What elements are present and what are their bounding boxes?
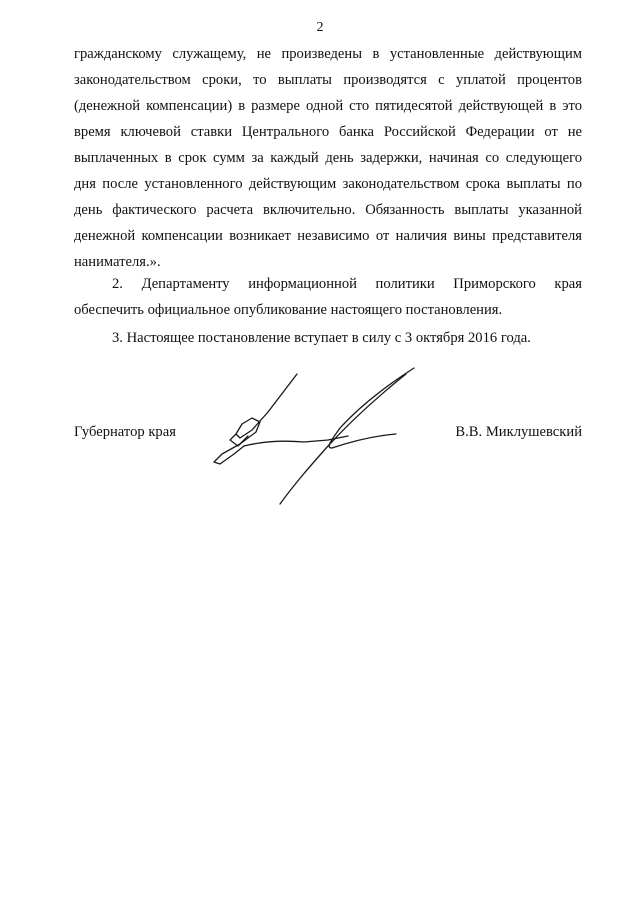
signer-name: В.В. Миклушевский (455, 424, 582, 440)
paragraph-2-line: обеспечить официальное опубликование настоящего постановления. (74, 302, 503, 318)
page-number: 2 (316, 20, 324, 35)
paragraph-1-line: (денежной компенсации) в размере одной сто пятидесятой действующей в это (74, 98, 582, 114)
paragraph-1-line: денежной компенсации возникает независимо от наличия вины представителя (74, 228, 582, 244)
paragraph-1-line: дня после установленного действующим законодательством срока выплаты по (74, 176, 582, 192)
paragraph-1-line: нанимателя.». (74, 254, 161, 270)
paragraph-3-line: 3. Настоящее постановление вступает в силу с 3 октября 2016 года. (112, 330, 531, 346)
paragraph-1-line: выплаченных в срок сумм за каждый день задержки, начиная со следующего (74, 150, 582, 166)
paragraph-1-line: время ключевой ставки Центрального банка Российской Федерации от не (74, 124, 582, 140)
paragraph-3 (74, 325, 582, 351)
paragraph-1-line: законодательством сроки, то выплаты производятся с уплатой процентов (74, 72, 582, 88)
paragraph-2 (74, 271, 582, 323)
signatory-position: Губернатор края (74, 424, 176, 440)
paragraph-2-line: 2. Департаменту информационной политики Приморского края (112, 276, 582, 292)
paragraph-1-line: гражданскому служащему, не произведены в установленные действующим (74, 46, 582, 62)
paragraph-1 (74, 41, 582, 275)
paragraph-1-line: день фактического расчета включительно. Обязанность выплаты указанной (74, 202, 582, 218)
handwritten-signature (200, 350, 440, 520)
